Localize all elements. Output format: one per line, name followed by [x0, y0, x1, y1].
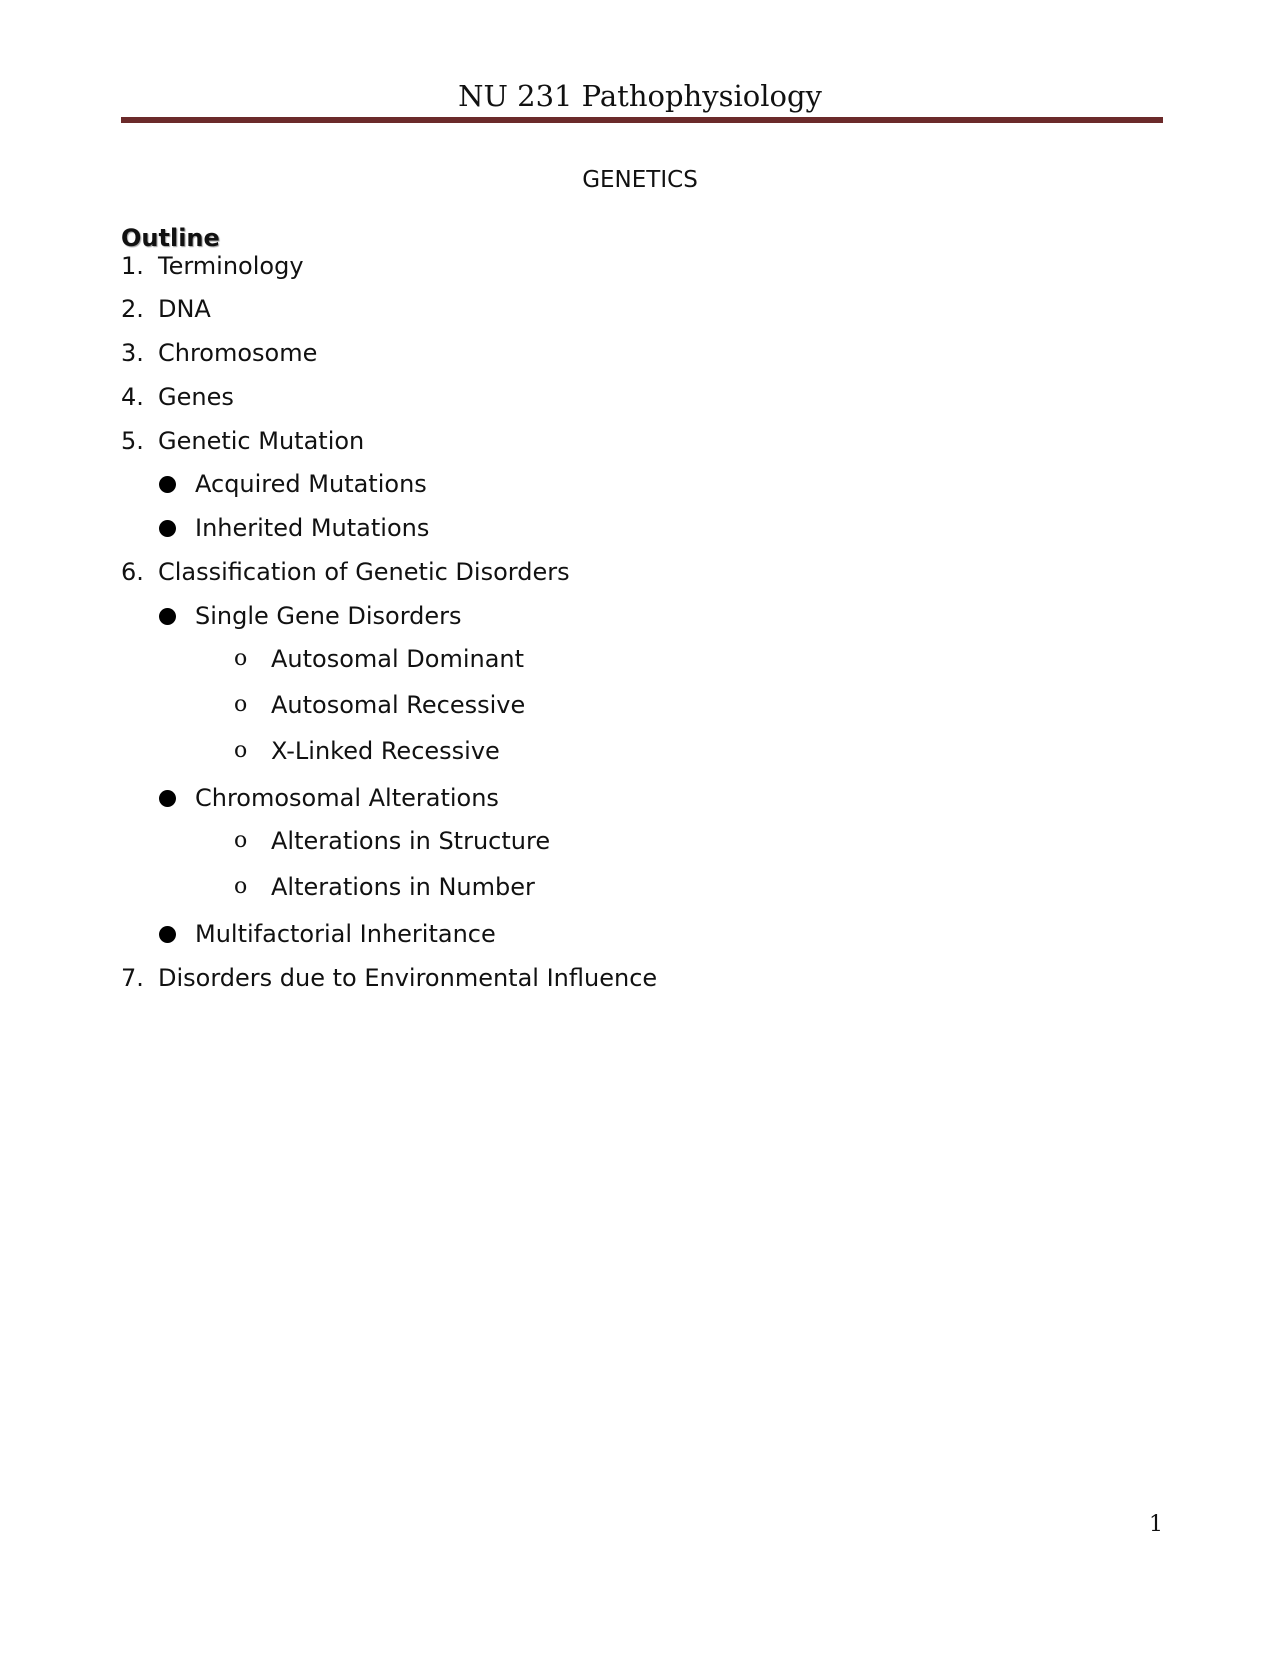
header-title: NU 231 Pathophysiology [458, 79, 822, 113]
outline-item-chromosome [121, 337, 317, 369]
item-number: 6. [121, 558, 144, 586]
item-label: Autosomal Recessive [271, 691, 526, 719]
bullet-icon [159, 926, 176, 943]
bullet-icon [159, 608, 176, 625]
item-label: Terminology [158, 252, 304, 280]
circle-bullet-icon: o [234, 646, 248, 671]
outline-item-terminology [121, 250, 304, 282]
outline-item-genes [121, 381, 234, 413]
sub-bullet-item-autosomal-dominant [234, 643, 524, 675]
outline-item-dna [121, 293, 211, 325]
circle-bullet-icon: o [234, 828, 248, 853]
item-label: Genes [158, 383, 234, 411]
document-title: GENETICS [582, 167, 698, 193]
item-number: 3. [121, 339, 144, 367]
header-rule [121, 117, 1163, 123]
bullet-item-multifactorial-inheritance [159, 918, 496, 950]
bullet-icon [159, 790, 176, 807]
sub-bullet-item-alterations-number [234, 871, 535, 903]
item-label: DNA [158, 295, 211, 323]
bullet-icon [159, 476, 176, 493]
outline-heading: Outline [121, 224, 220, 252]
item-label: Alterations in Structure [271, 827, 551, 855]
bullet-item-inherited-mutations [159, 512, 429, 544]
item-label: Alterations in Number [271, 873, 535, 901]
outline-item-environmental-influence [121, 962, 657, 994]
item-label: Multifactorial Inheritance [195, 920, 496, 948]
item-label: Inherited Mutations [195, 514, 430, 542]
item-number: 5. [121, 427, 144, 455]
circle-bullet-icon: o [234, 692, 248, 717]
bullet-item-single-gene-disorders [159, 600, 462, 632]
item-label: Acquired Mutations [195, 470, 427, 498]
item-label: Disorders due to Environmental Influence [158, 964, 658, 992]
sub-bullet-item-x-linked-recessive [234, 735, 500, 767]
item-number: 7. [121, 964, 144, 992]
bullet-icon [159, 520, 176, 537]
sub-bullet-item-alterations-structure [234, 825, 550, 857]
outline-item-genetic-mutation [121, 425, 364, 457]
item-label: Genetic Mutation [158, 427, 365, 455]
item-number: 2. [121, 295, 144, 323]
outline-item-classification [121, 556, 570, 588]
bullet-item-chromosomal-alterations [159, 782, 499, 814]
item-label: Single Gene Disorders [195, 602, 462, 630]
circle-bullet-icon: o [234, 738, 248, 763]
item-label: Autosomal Dominant [271, 645, 525, 673]
item-number: 1. [121, 252, 144, 280]
item-number: 4. [121, 383, 144, 411]
item-label: Chromosomal Alterations [195, 784, 499, 812]
sub-bullet-item-autosomal-recessive [234, 689, 525, 721]
item-label: Classification of Genetic Disorders [158, 558, 570, 586]
item-label: X-Linked Recessive [271, 737, 500, 765]
bullet-item-acquired-mutations [159, 468, 427, 500]
item-label: Chromosome [158, 339, 318, 367]
page-number: 1 [1149, 1512, 1163, 1537]
circle-bullet-icon: o [234, 874, 248, 899]
